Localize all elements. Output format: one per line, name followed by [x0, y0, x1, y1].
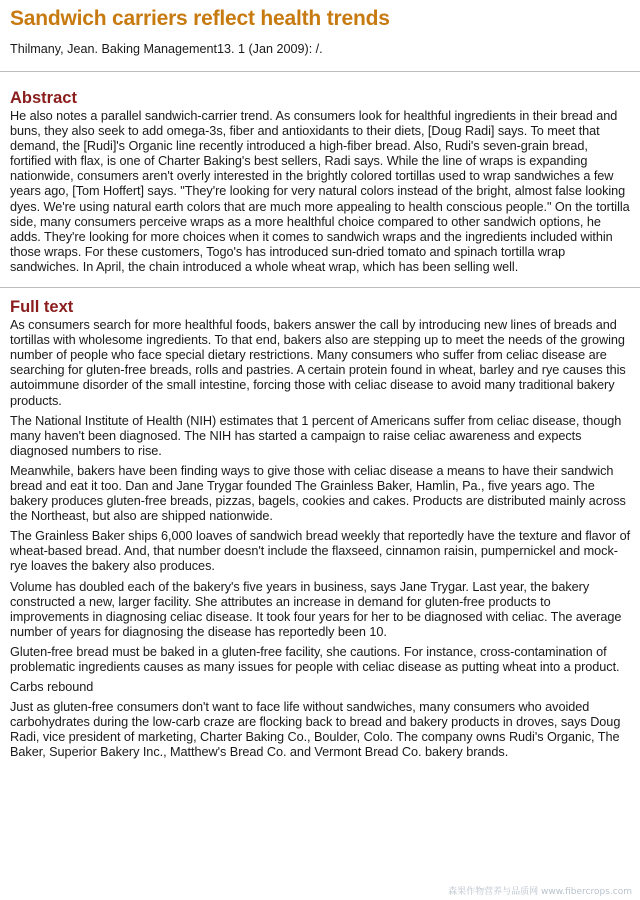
full-text-paragraph: Volume has doubled each of the bakery's five years in business, says Jane Trygar. Last year, the bakery constructed a new, larger facility. She attributes an increase in demand for gluten-free products to improvements in diagnosing celiac disease. It took four years for her to be diagnosed with celiac. The average number of years for diagnosing the disease has reportedly been 10. — [10, 579, 622, 639]
full-text-heading: Full text — [10, 298, 74, 317]
full-text-paragraph: Gluten-free bread must be baked in a gluten-free facility, she cautions. For instance, cross-contamination of problematic ingredients causes as many issues for people with celiac disease as putting wheat into a product. — [10, 644, 620, 674]
site-watermark: 森果作物营养与品质网 www.fibercrops.com — [448, 887, 632, 897]
full-text-paragraph: The Grainless Baker ships 6,000 loaves of sandwich bread weekly that reportedly have the texture and flavor of wheat-based bread. And, that number doesn't include the flaxseed, cinnamon raisin, pumpernickel and mock-rye loaves the bakery also produces. — [10, 529, 631, 574]
article-citation: Thilmany, Jean. Baking Management13. 1 (Jan 2009): /. — [10, 42, 323, 56]
full-text-paragraph: Just as gluten-free consumers don't want to face life without sandwiches, many consumers who avoided carbohydrates during the low-carb craze are flocking back to bread and bakery products in droves, says Doug Radi, vice president of marketing, Charter Baking Co., Boulder, Colo. The company owns Rudi's Organic, The Baker, Superior Bakery Inc., Matthew's Bread Co. and Vermont Bread Co. bakery brands. — [10, 700, 621, 760]
abstract-heading: Abstract — [10, 89, 77, 107]
abstract-section — [10, 88, 632, 275]
abstract-text: He also notes a parallel sandwich-carrier trend. As consumers look for healthful ingredients in their bread and buns, they also seek to add omega-3s, fiber and antioxidants to their diets, [Doug Radi] says. To meet that demand, the [Rudi]'s Organic line recently introduced a high-fiber bread. Also, Rudi's seven-grain bread, fortified with flax, is one of Charter Baking's best sellers, Radi says. While the line of wraps is expanding nationwide, consumers aren't overly interested in the brightly colored tortillas used to wrap sandwiches a few years ago, [Tom Hoffert] says. "They're looking for very natural colors instead of the bright, almost false looking dyes. We're using natural earth colors that are much more appealing to health conscious people." On the tortilla side, many consumers perceive wraps as a more healthful choice compared to other sandwich options, he adds. They're looking for more choices when it comes to sandwich wraps and the ingredients included within those wraps. For these customers, Togo's has introduced sun-dried tomato and spinach tortilla wrap sandwiches. In April, the chain introduced a whole wheat wrap, which has been selling well. — [10, 109, 630, 274]
article-title: Sandwich carriers reflect health trends — [10, 7, 390, 30]
section-divider — [0, 71, 640, 72]
full-text-paragraph: The National Institute of Health (NIH) estimates that 1 percent of Americans suffer from celiac disease, though many haven't been diagnosed. The NIH has started a campaign to raise celiac awareness and expects diagnosed numbers to rise. — [10, 413, 622, 458]
subheading-carbs-rebound: Carbs rebound — [10, 680, 94, 695]
full-text-section — [10, 297, 632, 761]
section-divider — [0, 287, 640, 288]
full-text-paragraph: As consumers search for more healthful foods, bakers answer the call by introducing new lines of breads and tortillas with wholesome ingredients. To that end, bakers also are stepping up to meet the needs of the growing number of people who face special dietary restrictions. Many consumers who suffer from celiac disease are searching for gluten-free breads, rolls and pastries. A certain protein found in wheat, barley and rye causes this autoimmune disorder of the small intestine, forcing those with celiac disease to avoid many traditional bakery products. — [10, 318, 626, 408]
full-text-paragraph: Meanwhile, bakers have been finding ways to give those with celiac disease a means to have their sandwich bread and eat it too. Dan and Jane Trygar founded The Grainless Baker, Hamlin, Pa., five years ago. The bakery produces gluten-free breads, pizzas, bagels, cookies and cakes. Products are distributed mainly across the Northeast, but also are shipped nationwide. — [10, 463, 626, 524]
